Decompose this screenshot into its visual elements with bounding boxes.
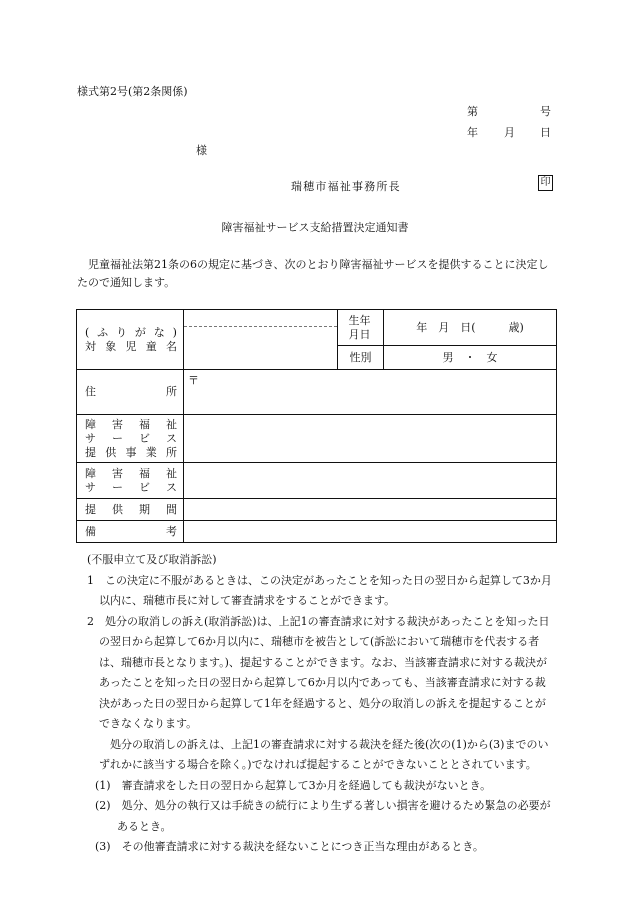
child-name-label: 対 象 児 童 名 bbox=[85, 339, 177, 353]
remarks-value-cell[interactable] bbox=[184, 521, 557, 543]
note-item-3: (3) その他審査請求に対する裁決を経ないことにつき正当な理由があるとき。 bbox=[95, 840, 484, 853]
document-title: 障害福祉サービス支給措置決定通知書 bbox=[221, 221, 409, 234]
remarks-label-cell: 備 考 bbox=[77, 521, 184, 543]
note-2-continued: 処分の取消しの訴えは、上記1の審査請求に対する裁決を経た後(次の(1)から(3)までのいずれかに該当する場合を除く。)でなければ提起することができないこととされています。 bbox=[99, 737, 549, 771]
decision-table bbox=[76, 309, 557, 543]
provider-value-cell[interactable] bbox=[184, 415, 557, 463]
furigana-label: ( ふ り が な ) bbox=[85, 325, 177, 339]
note-item-2: (2) 処分、処分の執行又は手続きの続行により生ずる著しい損害を避けるため緊急の必要があるとき。 bbox=[95, 799, 551, 833]
sex-value-cell[interactable]: 男 ・ 女 bbox=[384, 346, 557, 370]
notes-heading: (不服申立て及び取消訴訟) bbox=[87, 553, 217, 566]
doc-number-prefix: 第 bbox=[467, 105, 478, 118]
address-label-cell: 住 所 bbox=[77, 370, 184, 415]
date-year: 年 bbox=[467, 126, 478, 139]
note-item-1: (1) 審査請求をした日の翌日から起算して3か月を経過しても裁決がないとき。 bbox=[95, 778, 492, 792]
form-number: 様式第2号(第2条関係) bbox=[77, 85, 188, 98]
appeal-notes bbox=[77, 550, 555, 858]
furigana-input[interactable] bbox=[184, 310, 337, 327]
name-input-cell[interactable] bbox=[184, 310, 338, 370]
date-day: 日 bbox=[540, 126, 551, 139]
address-value-cell[interactable] bbox=[184, 370, 557, 415]
sex-label-cell: 性別 bbox=[338, 346, 384, 370]
provider-label-cell: 障 害 福 祉 サ ー ビ ス 提 供 事 業 所 bbox=[77, 415, 184, 463]
note-2: 2 処分の取消しの訴え(取消訴訟)は、上記1の審査請求に対する裁決があったことを知った日の翌日から起算して6か月以内に、瑞穂市を被告として(訴訟において瑞穂市を代表する者は、瑞穂市長となります。)、提起することができます。なお、当該審査請求に対する裁決があったことを知った日の翌日から起算して6か月以内であっても、当該審査請求に対する裁決があった日の翌日から起算して1年を経過すると、処分の取消しの訴えを提起することができなくなります。 bbox=[87, 614, 550, 730]
date-month: 月 bbox=[504, 126, 515, 139]
doc-number-suffix: 号 bbox=[540, 105, 551, 118]
birth-value-cell[interactable]: 年 月 日( 歳) bbox=[384, 310, 557, 346]
period-value-cell[interactable] bbox=[184, 499, 557, 521]
period-label-cell: 提 供 期 間 bbox=[77, 499, 184, 521]
postal-mark: 〒 bbox=[188, 374, 199, 387]
note-1: 1 この決定に不服があるときは、この決定があったことを知った日の翌日から起算して3か月以内に、瑞穂市長に対して審査請求をすることができます。 bbox=[87, 573, 552, 607]
addressee: 様 bbox=[196, 144, 207, 157]
intro-paragraph: 児童福祉法第21条の6の規定に基づき、次のとおり障害福祉サービスを提供することに決定したので通知します。 bbox=[77, 258, 549, 289]
name-label-cell bbox=[77, 310, 184, 370]
seal-mark: 印 bbox=[538, 175, 553, 191]
service-value-cell[interactable] bbox=[184, 463, 557, 499]
sender-name: 瑞穂市福祉事務所長 bbox=[291, 180, 401, 193]
service-label-cell: 障 害 福 祉 サ ー ビ ス bbox=[77, 463, 184, 499]
birth-label-cell: 生年月日 bbox=[338, 310, 384, 346]
